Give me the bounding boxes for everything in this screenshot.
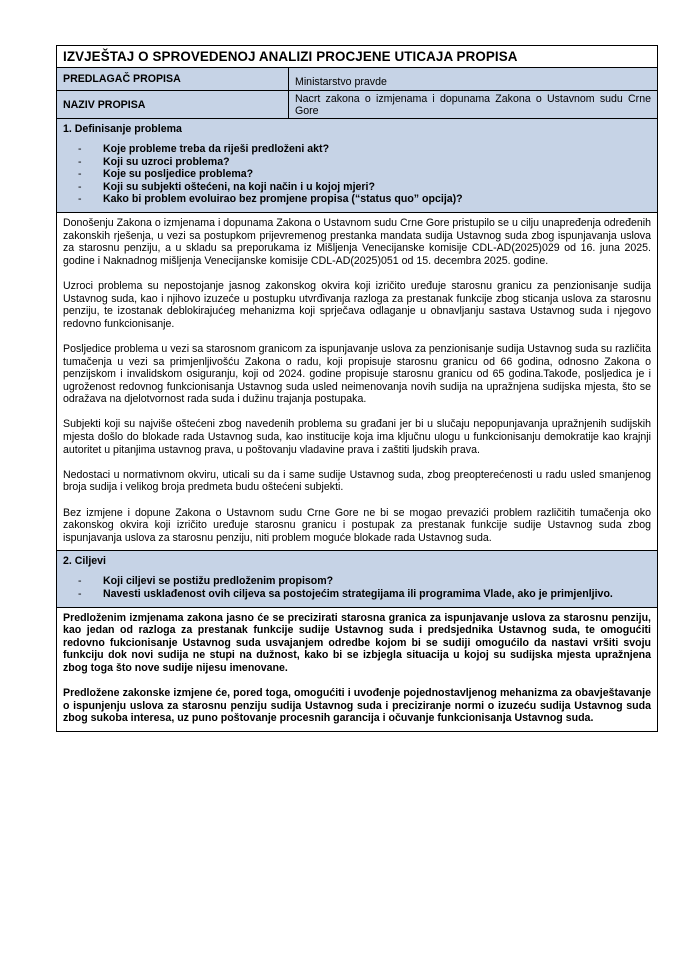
- list-item: - Koje probleme treba da riješi predloženi akt?: [78, 143, 330, 155]
- section2-question-list: [63, 575, 651, 600]
- section1-question-list: [63, 143, 651, 206]
- section2-title: 2. Ciljevi: [63, 555, 106, 568]
- list-item: - Koji su subjekti oštećeni, na koji način i u kojoj mjeri?: [78, 180, 375, 193]
- paragraph: Posljedice problema u vezi sa starosnom granicom za ispunjavanje uslova za penzionisanje sudija Ustavnog suda su različita tumačenja u vezi sa primjenljivošću Zakona o radu, koji propisuje starosnu granicu od 66 godina, odnosno Zakona o penzijskom i invalidskom osiguranju, koji od 2024. godine propisuje starosnu granicu od 65 godina.Takođe, posljedica je i ugroženost redovnog funkcionisanja Ustavnog suda usled neimenovanja novih sudija na upražnjena sudijska mjesta, što se odražava na djelotvornost rada suda i dužinu trajanja postupaka.: [63, 342, 651, 406]
- paragraph: Predložene zakonske izmjene će, pored toga, omogućiti i uvođenje pojednostavljenog mehanizma za obavještavanje o ispunjenju uslova za starosnu penziju sudija Ustavnog suda i preciziranje normi o izuzeću sudija Ustavnog suda zbog sukoba interesa, uz puno poštovanje procesnih garancija i očuvanje funkcionisanja Ustavnog suda.: [63, 687, 651, 725]
- regulation-name-value: Nacrt zakona o izmjenama i dopunama Zakona o Ustavnom sudu Crne Gore: [289, 91, 657, 118]
- list-item: - Kako bi problem evoluirao bez promjene propisa (“status quo” opcija)?: [78, 193, 463, 206]
- proposer-row: [57, 68, 657, 91]
- regulation-name-label: NAZIV PROPISA: [57, 91, 289, 118]
- regulation-name-row: [57, 91, 657, 119]
- document-title: IZVJEŠTAJ O SPROVEDENOJ ANALIZI PROCJENE UTICAJA PROPISA: [57, 46, 657, 68]
- section1-body: [57, 213, 657, 551]
- paragraph: Subjekti koji su najviše oštećeni zbog navedenih problema su građani jer bi u slučaju nepopunjavanja upražnjenih sudijskih mjesta došlo do blokade rada Ustavnog suda, kao institucije koja ima ključnu ulogu u funkcionisanju demokratije kao krajnji autoritet u pitanjima ustavnog prava, u poštovanju vladavine prava i zaštiti ljudskih prava.: [63, 418, 651, 456]
- paragraph: Predloženim izmjenama zakona jasno će se precizirati starosna granica za ispunjavanje uslova za starosnu penziju, kao jedan od razloga za prestanak funkcije sudije Ustavnog suda i predsjednika Ustavnog suda, te omogućiti redovno fukcionisanje Ustavnog suda usvajanjem odredbe kojom bi se sudiji omogućilo da nastavi vršiti svoju funkciju dok novi sudija ne stupi na dužnost, kako bi se izbjegla situacija u kojoj su sudijska mjesta upražnjena zbog toga što nove sudije nijesu imenovane.: [63, 611, 651, 674]
- paragraph: Bez izmjene i dopune Zakona o Ustavnom sudu Crne Gore ne bi se mogao prevazići problem različitih tumačenja oko zakonskog okvira koji izričito uređuje starosnu granicu i postupak za prestanak funkcije sudije Ustavnog suda zbog ispunjavanja uslova za starosnu penziju, niti problem moguće blokade rada Ustavnog suda.: [63, 506, 651, 544]
- paragraph: Uzroci problema su nepostojanje jasnog zakonskog okvira koji izričito uređuje starosnu granicu za penzionisanje sudija Ustavnog suda, kao i njihovo izuzeće u postupku utvrđivanja razloga za prestanak funkcije zbog sticanja uslova za starosnu penziju, te izostanak deblokirajućeg mehanizma koji sprječava odlaganje u obnavljanju sastava Ustavnog suda i njegovo redovno funkcionisanje.: [63, 279, 651, 330]
- section2-header: [57, 551, 657, 607]
- section1-title: 1. Definisanje problema: [63, 123, 182, 135]
- report-table: [56, 45, 658, 732]
- list-item: - Koji ciljevi se postižu predloženim propisom?: [78, 575, 334, 588]
- paragraph: Nedostaci u normativnom okviru, uticali su da i same sudije Ustavnog suda, zbog preopterećenosti u radu usled smanjenog broja sudija i velikog broja predmeta budu oštećeni subjekti.: [63, 468, 651, 494]
- section2-body: [57, 608, 657, 731]
- list-item: - Navesti usklađenost ovih ciljeva sa postojećim strategijama ili programima Vlade, ako je primjenljivo.: [78, 588, 613, 600]
- section1-header: [57, 119, 657, 213]
- proposer-label: PREDLAGAČ PROPISA: [57, 68, 289, 90]
- list-item: - Koji su uzroci problema?: [78, 155, 230, 168]
- list-item: - Koje su posljedice problema?: [78, 168, 254, 181]
- proposer-value: Ministarstvo pravde: [289, 68, 657, 90]
- paragraph: Donošenju Zakona o izmjenama i dopunama Zakona o Ustavnom sudu Crne Gore pristupilo se u cilju unapređenja određenih zakonskih rješenja, u vezi sa postupkom prijevremenog prestanka mandata sudija Ustavnog suda zbog ispunjavanja uslova za starosnu penziju, a u skladu sa preporukama iz Mišljenja Venecijanske komisije CDL-AD(2025)029 od 16. juna 2025. godine i Naknadnog mišljenja Venecijanske komisije CDL-AD(2025)051 od 15. decembra 2025. godine.: [63, 216, 651, 267]
